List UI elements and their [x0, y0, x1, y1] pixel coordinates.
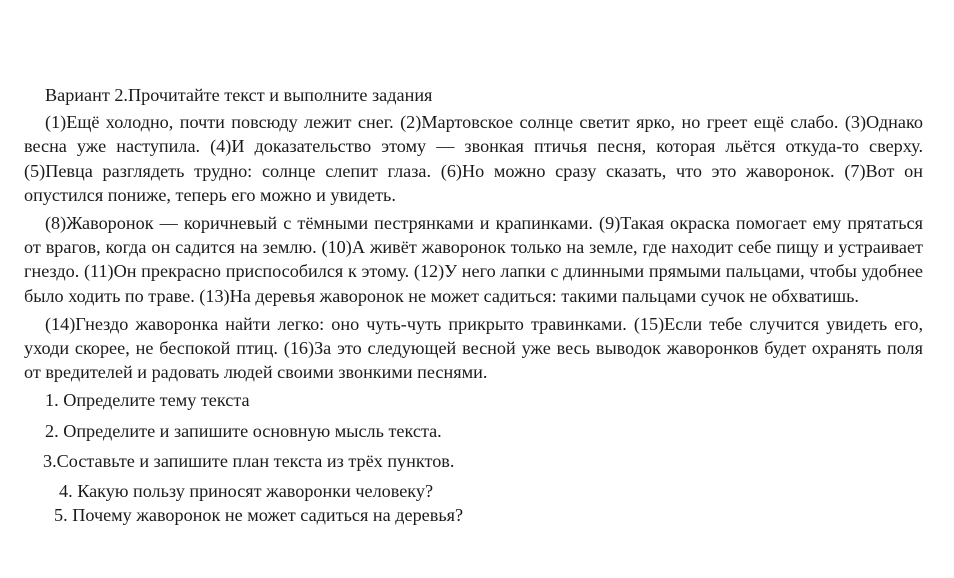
- document-page: [24, 83, 923, 527]
- text-paragraph-1: (1)Ещё холодно, почти повсюду лежит снег. (2)Мартовское солнце светит ярко, но греет ещё слабо. (3)Однако весна уже наступила. (4)И доказательство этому — звонкая птичья песня, которая льётся откуда-то сверху. (5)Певца разглядеть трудно: солнце слепит глаза. (6)Но можно сразу сказать, что это жаворонок. (7)Вот он опустился пониже, теперь его можно и увидеть.: [24, 112, 923, 205]
- task-4: 4. Какую пользу приносят жаворонки человеку?: [59, 481, 434, 502]
- variant-heading: Вариант 2.Прочитайте текст и выполните задания: [45, 85, 433, 105]
- task-5: 5. Почему жаворонок не может садиться на деревья?: [54, 505, 464, 526]
- text-paragraph-3: (14)Гнездо жаворонка найти легко: оно чуть-чуть прикрыто травинками. (15)Если тебе случится увидеть его, уходи скорее, не беспокой птиц. (16)За это следующей весной уже весь выводок жаворонков будет охранять поля от вредителей и радовать людей своими звонкими песнями.: [24, 313, 923, 383]
- text-paragraph-2: (8)Жаворонок — коричневый с тёмными пестрянками и крапинками. (9)Такая окраска помогает ему прятаться от врагов, когда он садится на землю. (10)А живёт жаворонок только на земле, где находит себе пищу и устраивает гнездо. (11)Он прекрасно приспособился к этому. (12)У него лапки с длинными прямыми пальцами, чтобы удобнее было ходить по траве. (13)На деревья жаворонок не может садиться: такими пальцами сучок не обхватишь.: [24, 213, 923, 306]
- task-3: 3.Составьте и запишите план текста из трёх пунктов.: [43, 450, 455, 471]
- task-2: 2. Определите и запишите основную мысль текста.: [45, 420, 442, 441]
- task-1: 1. Определите тему текста: [45, 390, 250, 411]
